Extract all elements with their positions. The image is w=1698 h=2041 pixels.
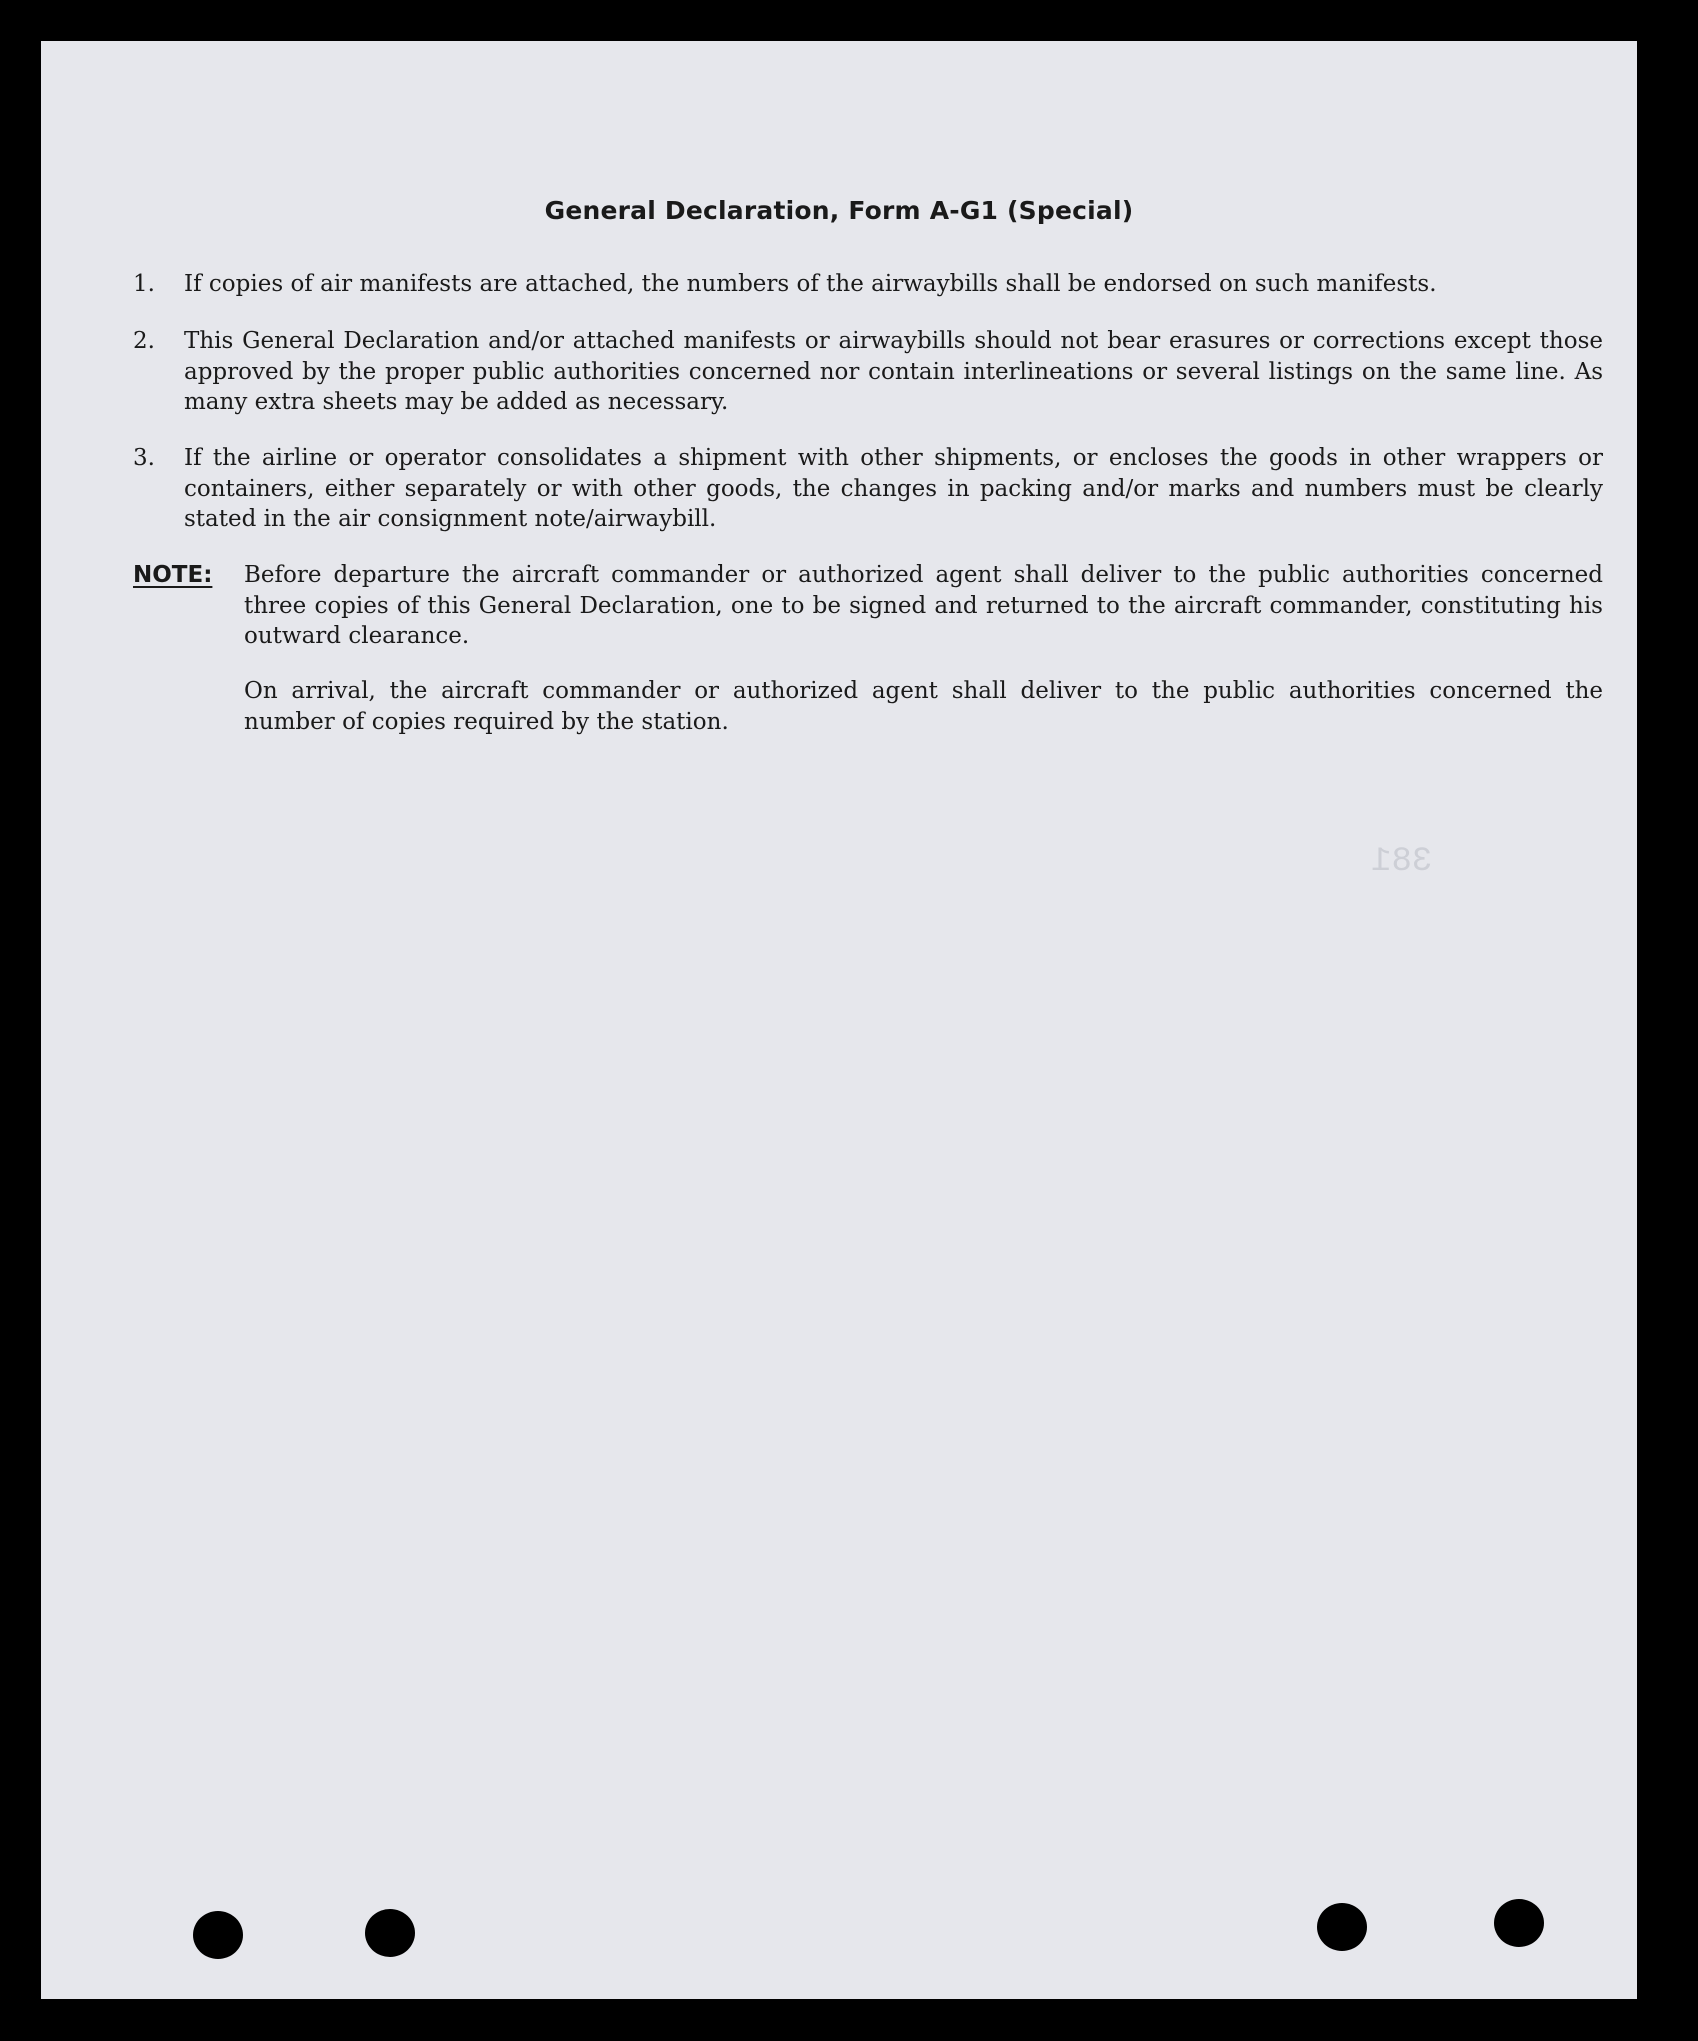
item-number: 3.	[133, 445, 155, 471]
note-block	[133, 676, 1603, 737]
punch-hole	[193, 1911, 243, 1959]
item-text: This General Declaration and/or attached manifests or airwaybills should not bear erasures or corrections except those approved by the proper public authorities concerned nor contain interlineations or several listings on the same line. As many extra sheets may be added as necessary.	[184, 328, 1603, 415]
punch-hole	[1317, 1903, 1367, 1951]
punch-hole	[1494, 1899, 1544, 1947]
item-text: If the airline or operator consolidates a shipment with other shipments, or encloses the goods in other wrappers or containers, either separately or with other goods, the changes in packing and/or marks and numbers must be clearly stated in the air consignment note/airwaybill.	[184, 445, 1603, 532]
item-number: 1.	[133, 271, 155, 297]
document-page	[41, 41, 1637, 1999]
punch-hole	[365, 1909, 415, 1957]
note-paragraph: Before departure the aircraft commander or authorized agent shall deliver to the public authorities concerned three copies of this General Declaration, one to be signed and returned to the aircraft commander, constituting his outward clearance.	[244, 562, 1603, 649]
bleed-through-number: 381	[1371, 843, 1433, 881]
list-item	[133, 269, 1603, 300]
list-item	[133, 443, 1603, 535]
item-number: 2.	[133, 328, 155, 354]
note-label: NOTE:	[133, 562, 213, 588]
list-item	[133, 326, 1603, 418]
document-title: General Declaration, Form A-G1 (Special)	[544, 196, 1134, 225]
item-text: If copies of air manifests are attached, the numbers of the airwaybills shall be endorsed on such manifests.	[184, 271, 1437, 297]
note-block	[133, 560, 1603, 652]
note-paragraph: On arrival, the aircraft commander or authorized agent shall deliver to the public authorities concerned the number of copies required by the station.	[244, 678, 1603, 735]
